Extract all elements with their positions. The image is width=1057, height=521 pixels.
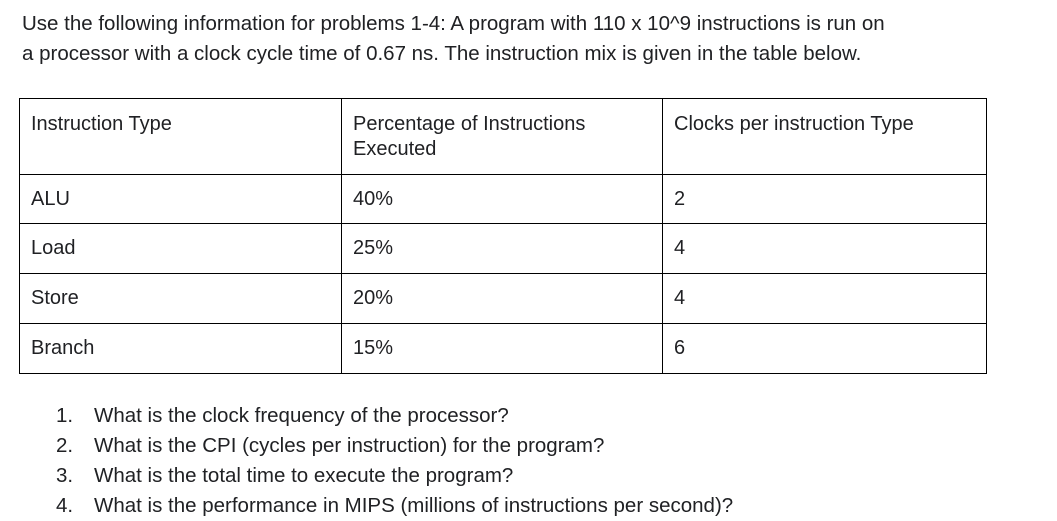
question-number: 1. bbox=[56, 404, 74, 427]
cell-clocks: 4 bbox=[663, 274, 987, 324]
question-item bbox=[56, 401, 733, 431]
intro-paragraph bbox=[22, 9, 1042, 69]
question-text: What is the clock frequency of the processor? bbox=[94, 404, 509, 427]
table-row bbox=[20, 274, 987, 324]
cell-percent: 15% bbox=[342, 324, 663, 374]
cell-clocks: 4 bbox=[663, 224, 987, 274]
question-text: What is the performance in MIPS (millions of instructions per second)? bbox=[94, 494, 734, 517]
cell-percent: 25% bbox=[342, 224, 663, 274]
intro-line-1: Use the following information for problems 1-4: A program with 110 x 10^9 instructions is run on bbox=[22, 12, 885, 35]
header-percentage-line-1: Percentage of Instructions bbox=[353, 113, 586, 135]
cell-clocks: 6 bbox=[663, 324, 987, 374]
header-instruction-type: Instruction Type bbox=[20, 99, 342, 175]
question-number: 4. bbox=[56, 494, 74, 517]
header-clocks: Clocks per instruction Type bbox=[663, 99, 987, 175]
cell-type: Load bbox=[20, 224, 342, 274]
cell-percent: 40% bbox=[342, 175, 663, 224]
question-item bbox=[56, 461, 733, 491]
table-row bbox=[20, 324, 987, 374]
header-percentage bbox=[342, 99, 663, 175]
question-number: 3. bbox=[56, 464, 74, 487]
question-item bbox=[56, 491, 733, 521]
instruction-mix-table bbox=[19, 98, 987, 374]
intro-line-2: a processor with a clock cycle time of 0.67 ns. The instruction mix is given in the table below. bbox=[22, 42, 862, 65]
cell-clocks: 2 bbox=[663, 175, 987, 224]
question-text: What is the CPI (cycles per instruction) for the program? bbox=[94, 434, 605, 457]
table-header-row bbox=[20, 99, 987, 175]
question-item bbox=[56, 431, 733, 461]
question-list bbox=[56, 401, 733, 521]
table-row bbox=[20, 175, 987, 224]
table-row bbox=[20, 224, 987, 274]
cell-type: Store bbox=[20, 274, 342, 324]
header-percentage-line-2: Executed bbox=[353, 138, 437, 160]
question-text: What is the total time to execute the program? bbox=[94, 464, 514, 487]
cell-type: ALU bbox=[20, 175, 342, 224]
cell-percent: 20% bbox=[342, 274, 663, 324]
question-number: 2. bbox=[56, 434, 74, 457]
cell-type: Branch bbox=[20, 324, 342, 374]
